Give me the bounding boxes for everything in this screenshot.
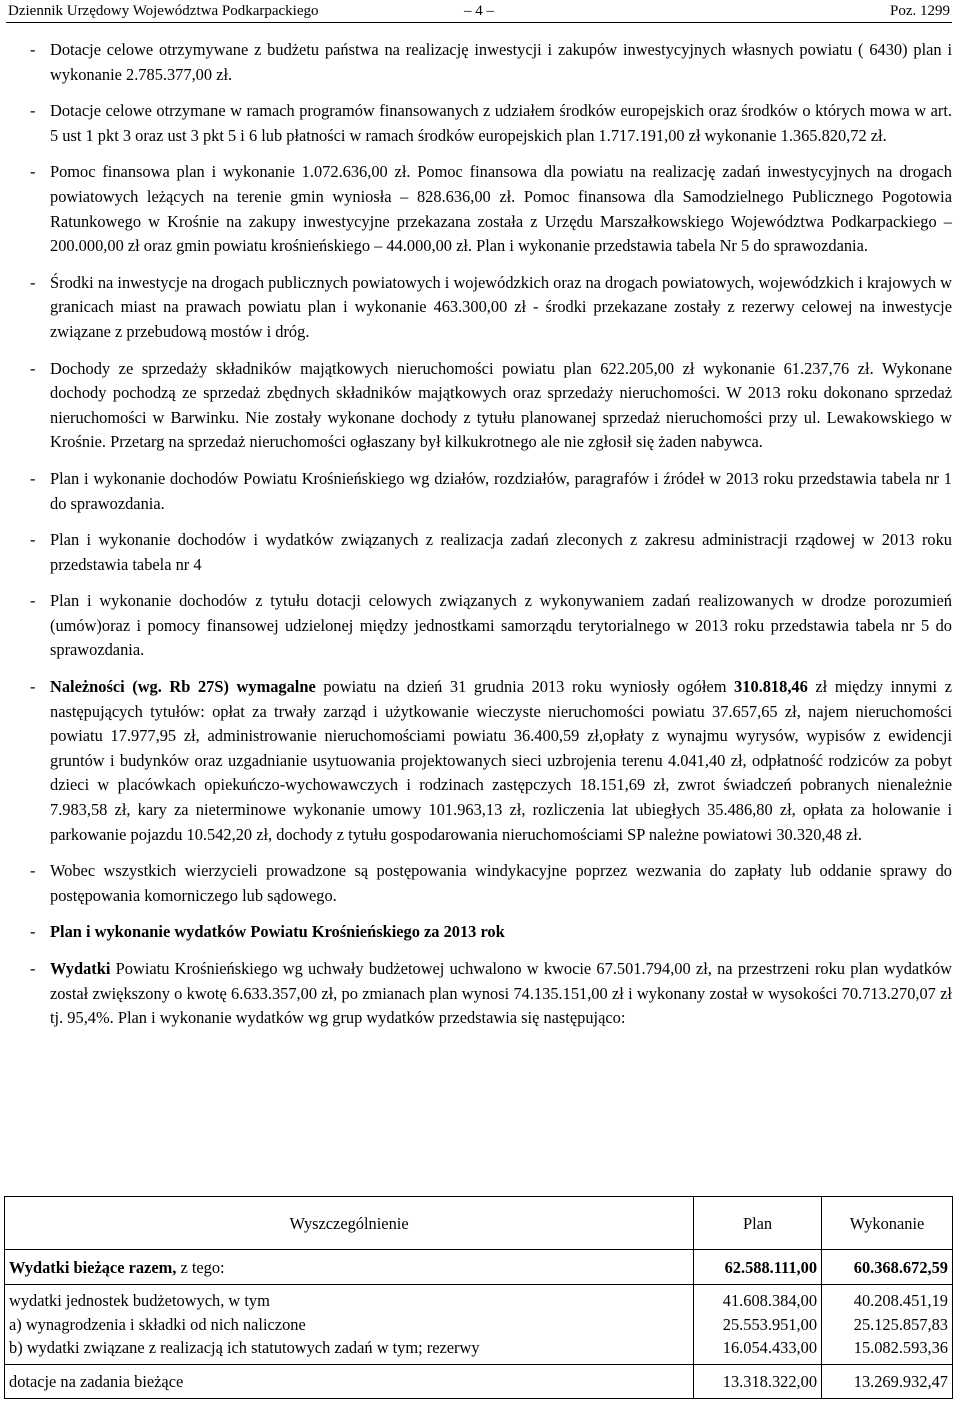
total-execution-value: 60.368.672,59 xyxy=(853,1257,948,1277)
table-cell-plan: 41.608.384,00 xyxy=(722,1291,818,1311)
table-cell-execution: 13.269.932,47 xyxy=(822,1365,953,1399)
list-dash: - xyxy=(30,591,36,611)
group-execution xyxy=(822,1285,953,1365)
paragraph-text: powiatu na dzień 31 grudnia 2013 roku wyniosły ogółem xyxy=(315,677,735,697)
header-plan: Plan xyxy=(694,1197,822,1250)
paragraph-text: Pomoc finansowa plan i wykonanie 1.072.636,00 zł. Pomoc finansowa dla powiatu na realizację zadań inwestycyjnych na drogach powiatowych leżących na terenie gmin wyniosła – 828.636,00 zł. Pomoc finansowa dla Samodzielnego Publicznego Pogotowia Ratunkowego w Krośnie na zakupy inwestycyjne przekazana została z Urzędu Marszałkowskiego Województwa Podkarpackiego – 200.000,00 zł oraz gmin powiatu krośnieńskiego – 44.000,00 zł. Plan i wykonanie przedstawia tabela Nr 5 do sprawozdania. xyxy=(50,162,952,256)
paragraph-text: Wobec wszystkich wierzycieli prowadzone są postępowania windykacyjne poprzez wezwania do zapłaty lub oddanie sprawy do postępowania komorniczego lub sądowego. xyxy=(50,861,952,905)
table-cell-label: b) wydatki związane z realizacją ich statutowych zadań w tym; rezerwy xyxy=(9,1338,480,1358)
paragraph-dochody-sprzedaz xyxy=(30,357,952,455)
table-cell-execution: 25.125.857,83 xyxy=(853,1314,948,1334)
table-cell-plan: 25.553.951,00 xyxy=(722,1314,818,1334)
bold-amount: 310.818,46 xyxy=(734,677,808,697)
group-plan xyxy=(694,1285,822,1365)
list-dash: - xyxy=(30,272,36,292)
journal-title: Dziennik Urzędowy Województwa Podkarpackiego xyxy=(8,3,319,19)
table-row-total xyxy=(5,1250,953,1285)
paragraph-text: Środki na inwestycje na drogach publicznych powiatowych i wojewódzkich oraz na drogach powiatowych, wojewódzkich i krajowych w granicach miast na prawach powiatu plan i wykonanie 463.300,00 zł - środki przekazane zostały z rezerwy celowej na inwestycje związane z przebudową mostów i dróg. xyxy=(50,272,952,341)
list-dash: - xyxy=(30,530,36,550)
header-description: Wyszczególnienie xyxy=(5,1197,694,1250)
list-dash: - xyxy=(30,959,36,978)
page-header xyxy=(6,0,952,23)
paragraph-srodki-inwestycje xyxy=(30,271,952,345)
paragraph-pomoc-finansowa xyxy=(30,160,952,258)
paragraph-text: Plan i wykonanie dochodów z tytułu dotacji celowych związanych z wykonywaniem zadań realizowanych w drodze porozumień (umów)oraz i pomocy finansowej udzielonej między jednostkami samorządu terytorialnego w 2013 roku przedstawia tabela nr 5 do sprawozdania. xyxy=(50,591,952,660)
table-cell-plan: 16.054.433,00 xyxy=(722,1338,818,1358)
list-dash: - xyxy=(30,468,36,488)
page-number: – 4 – xyxy=(464,3,494,19)
table-cell-execution: 15.082.593,36 xyxy=(853,1338,948,1358)
paragraph-text: Plan i wykonanie dochodów Powiatu Krośnieńskiego wg działów, rozdziałów, paragrafów i źródeł w 2013 roku przedstawia tabela nr 1 do sprawozdania. xyxy=(50,468,952,513)
position-number: Poz. 1299 xyxy=(890,3,950,19)
table-cell-execution: 40.208.451,19 xyxy=(853,1291,948,1311)
total-label-bold: Wydatki bieżące razem, xyxy=(9,1257,177,1277)
paragraph-text: Dotacje celowe otrzymywane z budżetu państwa na realizację inwestycji i zakupów inwestycyjnych własnych powiatu ( 6430) plan i wykonanie 2.785.377,00 zł. xyxy=(50,40,952,84)
paragraph-wydatki xyxy=(30,957,952,1031)
list-dash: - xyxy=(30,358,36,378)
paragraph-dotacje-europejskie xyxy=(30,99,952,148)
list-dash: - xyxy=(30,40,36,59)
paragraph-text: Dotacje celowe otrzymane w ramach programów finansowanych z udziałem środków europejskich oraz środków o których mowa w art. 5 ust 1 pkt 3 oraz ust 3 pkt 5 i 6 lub płatności w ramach środków europejskich plan 1.717.191,00 zł wykonanie 1.365.820,72 zł. xyxy=(50,101,952,145)
paragraph-dotacje-celowe xyxy=(30,38,952,87)
table-header-row xyxy=(5,1197,953,1250)
document-body xyxy=(30,38,952,1043)
total-label xyxy=(5,1250,694,1285)
total-plan-value: 62.588.111,00 xyxy=(724,1257,818,1277)
bold-heading: Wydatki xyxy=(50,959,111,978)
paragraph-text: Powiatu Krośnieńskiego wg uchwały budżetowej uchwalono w kwocie 67.501.794,00 zł, na przestrzeni roku plan wydatków został zwiększony o kwotę 6.633.357,00 zł, po zmianach plan wynosi 74.135.151,00 zł i wykonany został w wysokości 70.713.270,07 zł tj. 95,4%. Plan i wykonanie wydatków wg grup wydatków przedstawia się następująco: xyxy=(50,959,952,1028)
list-dash: - xyxy=(30,677,36,697)
list-dash: - xyxy=(30,861,36,881)
paragraph-plan-wydatkow-heading xyxy=(30,920,952,945)
total-label-rest: z tego: xyxy=(176,1257,225,1277)
paragraph-text: Plan i wykonanie dochodów i wydatków związanych z realizacja zadań zleconych z zakresu administracji rządowej w 2013 roku przedstawia tabela nr 4 xyxy=(50,530,952,574)
list-dash: - xyxy=(30,162,36,182)
paragraph-windykacja xyxy=(30,859,952,908)
paragraph-text: zł między innymi z następujących tytułów: opłat za trwały zarząd i użytkowanie wieczyste nieruchomości powiatu 37.657,65 zł, najem nieruchomości powiatu 17.977,95 zł, administrowanie nieruchomościami powiatu 36.400,59 zł,opłaty z wynajmu wyrysów, wypisów z ewidencji gruntów i budynków oraz uzgadnianie usytuowania projektowanych sieci uzbrojenia terenu 4.041,40 zł, odpłatność rodziców za pobyt dzieci w placówkach opiekuńczo-wychowawczych i rodzinach zastępczych 18.151,69 zł, zwrot świadczeń pobranych nienależnie 7.983,58 zł, kary za nieterminowe wykonanie umowy 101.963,13 zł, rozliczenia lat ubiegłych 35.486,80 zł, opłata za holowanie i parkowanie pojazdu 10.542,20 zł, dochody z tytułu gospodarowania nieruchomościami SP należne powiatowi 30.320,48 zł. xyxy=(50,677,952,844)
table-cell-label: wydatki jednostek budżetowych, w tym xyxy=(9,1291,270,1311)
paragraph-dotacje-porozumienia xyxy=(30,589,952,663)
section-heading: Plan i wykonanie wydatków Powiatu Krośnieńskiego za 2013 rok xyxy=(50,922,505,942)
paragraph-plan-dochodow xyxy=(30,467,952,516)
paragraph-naleznosci xyxy=(30,675,952,847)
list-dash: - xyxy=(30,922,36,942)
total-execution xyxy=(822,1250,953,1285)
paragraph-zadania-zlecone xyxy=(30,528,952,577)
table-row-group xyxy=(5,1285,953,1365)
bold-heading: Należności (wg. Rb 27S) wymagalne xyxy=(50,677,316,697)
expenditure-table xyxy=(4,1196,953,1399)
paragraph-text: Dochody ze sprzedaży składników majątkowych nieruchomości powiatu plan 622.205,00 zł wykonanie 61.237,76 zł. Wykonane dochody pochodzą ze sprzedaż zbędnych składników majątkowych oraz sprzedaży nieruchomości. W 2013 roku dokonano sprzedaż nieruchomości w Barwinku. Nie zostały wykonane dochody z tytułu planowanej sprzedaż nieruchomości przy ul. Lewakowskiego w Krośnie. Przetarg na sprzedaż nieruchomości ogłaszany był kilkukrotnego ale nie zgłosił się żaden nabywca. xyxy=(50,358,952,452)
table-cell-label: dotacje na zadania bieżące xyxy=(5,1365,694,1399)
table-cell-plan: 13.318.322,00 xyxy=(694,1365,822,1399)
total-plan xyxy=(694,1250,822,1285)
table-row-dotacje xyxy=(5,1365,953,1399)
list-dash: - xyxy=(30,101,36,121)
header-execution: Wykonanie xyxy=(822,1197,953,1250)
group-labels xyxy=(5,1285,694,1365)
table-cell-label: a) wynagrodzenia i składki od nich naliczone xyxy=(9,1314,306,1334)
